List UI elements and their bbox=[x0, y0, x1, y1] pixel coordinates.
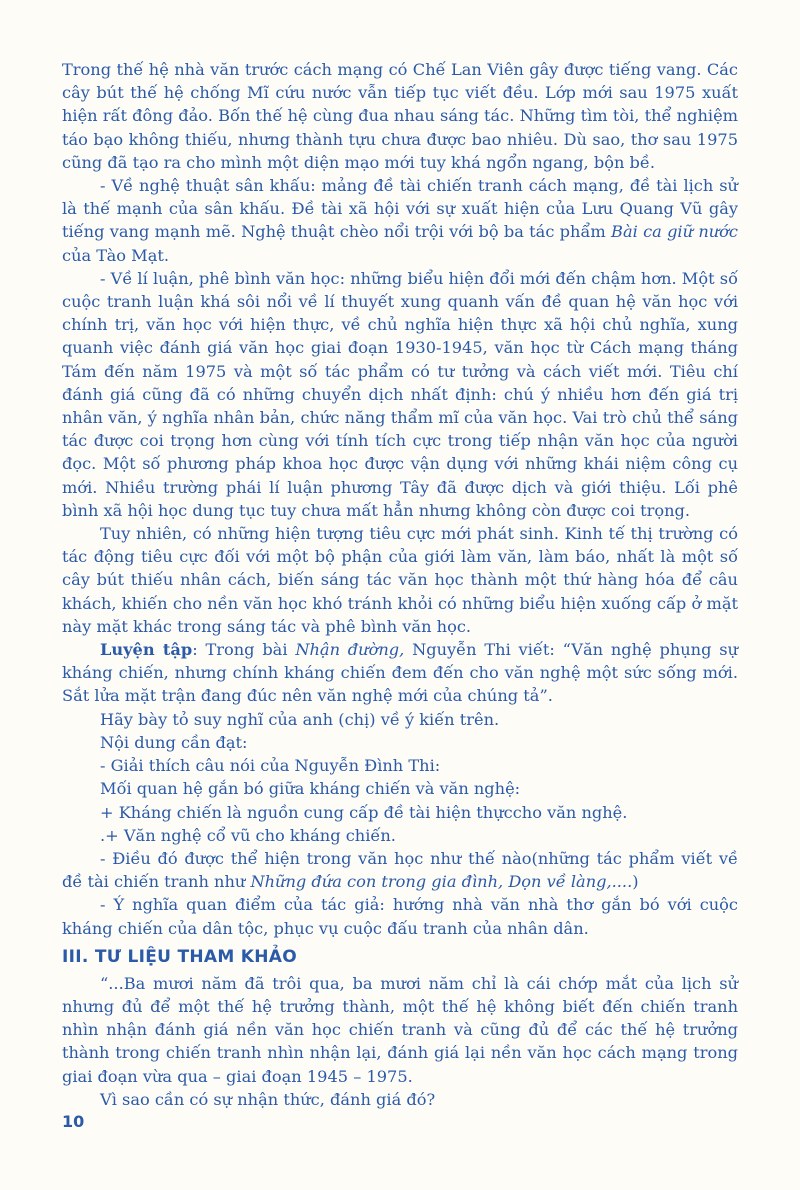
practice-line: Mối quan hệ gắn bó giữa kháng chiến và văn nghệ: bbox=[100, 779, 521, 799]
practice-line: Nội dung cần đạt: bbox=[100, 732, 248, 752]
practice-line: .+ Văn nghệ cổ vũ cho kháng chiến. bbox=[100, 825, 396, 845]
paragraph-poetry: Trong thế hệ nhà văn trước cách mạng có Chế Lan Viên gây được tiếng vang. Các cây bút thế hệ chống Mĩ cứu nước vẫn tiếp tục viết đều. Lớp mới sau 1975 xuất hiện rất đông đảo. Bốn thế hệ cùng đua nhau sáng tác. Những tìm tòi, thể nghiệm táo bạo không thiếu, nhưng thành tựu chưa được bao nhiêu. Dù sao, thơ sau 1975 cũng đã tạo ra cho mình một diện mạo mới tuy khá ngổn ngang, bộn bề. bbox=[62, 60, 738, 172]
paragraph-practice: Luyện tập: Trong bài Nhận đường, Nguyễn Thi viết: “Văn nghệ phụng sự kháng chiến, nhưng chính kháng chiến đem đến cho văn nghệ một sức sống mới. Sắt lửa mặt trận đang đúc nên văn nghệ mới của chúng tả”. bbox=[62, 640, 738, 706]
practice-label: Luyện tập bbox=[100, 640, 193, 660]
paragraph-negative: Tuy nhiên, có những hiện tượng tiêu cực mới phát sinh. Kinh tế thị trường có tác động tiêu cực đối với một bộ phận của giới làm văn, làm báo, nhất là một số cây bút thiếu nhân cách, biến sáng tác văn học thành một thứ hàng hóa để câu khách, khiến cho nền văn học khó tránh khỏi có những biểu hiện xuống cấp ở mặt này mặt khác trong sáng tác và phê bình văn học. bbox=[62, 524, 738, 636]
page-number: 10 bbox=[62, 1112, 85, 1131]
paragraph-criticism: - Về lí luận, phê bình văn học: những biểu hiện đổi mới đến chậm hơn. Một số cuộc tranh luận khá sôi nổi về lí thuyết xung quanh vấn đề quan hệ văn học với chính trị, văn học với hiện thực, về chủ nghĩa hiện thực xã hội chủ nghĩa, xung quanh việc đánh giá văn học giai đoạn 1930-1945, văn học từ Cách mạng tháng Tám đến năm 1975 và một số tác phẩm có tư tưởng và cách viết mới. Tiêu chí đánh giá cũng đã có những chuyển dịch nhất định: chú ý nhiều hơn đến giá trị nhân văn, ý nghĩa nhân bản, chức năng thẩm mĩ của văn học. Vai trò chủ thể sáng tác được coi trọng hơn cùng với tính tích cực trong tiếp nhận văn học của người đọc. Một số phương pháp khoa học được vận dụng với những khái niệm công cụ mới. Nhiều trường phái lí luận phương Tây đã được dịch và giới thiệu. Lối phê bình xã hội học dung tục tuy chưa mất hẳn nhưng không còn được coi trọng. bbox=[62, 268, 738, 520]
paragraph-theatre: - Về nghệ thuật sân khấu: mảng đề tài chiến tranh cách mạng, đề tài lịch sử là thế mạnh của sân khấu. Đề tài xã hội với sự xuất hiện của Lưu Quang Vũ gây tiếng vang mạnh mẽ. Nghệ thuật chèo nổi trội với bộ ba tác phẩm Bài ca giữ nước của Tào Mạt. bbox=[62, 176, 738, 265]
work-titles: Những đứa con trong gia đình, Dọn về làng,.... bbox=[250, 872, 633, 892]
practice-line: - Giải thích câu nói của Nguyễn Đình Thi: bbox=[100, 756, 441, 776]
practice-point: - Ý nghĩa quan điểm của tác giả: hướng nhà văn nhà thơ gắn bó với cuộc kháng chiến của dân tộc, phục vụ cuộc đấu tranh của nhân dân. bbox=[62, 895, 738, 938]
section-heading: III. TƯ LIỆU THAM KHẢO bbox=[62, 946, 297, 967]
work-title: Nhận đường, bbox=[295, 640, 405, 660]
practice-line: Hãy bày tỏ suy nghĩ của anh (chị) về ý kiến trên. bbox=[100, 709, 500, 729]
reference-question: Vì sao cần có sự nhận thức, đánh giá đó? bbox=[100, 1089, 436, 1109]
work-title: Bài ca giữ nước bbox=[611, 222, 738, 242]
page-body bbox=[62, 58, 738, 1111]
practice-line: + Kháng chiến là nguồn cung cấp đề tài hiện thựccho văn nghệ. bbox=[100, 802, 628, 822]
practice-point: - Điều đó được thể hiện trong văn học như thế nào(những tác phẩm viết về đề tài chiến tranh như Những đứa con trong gia đình, Dọn về làng,....) bbox=[62, 848, 738, 892]
reference-quote: “...Ba mươi năm đã trôi qua, ba mươi năm chỉ là cái chớp mắt của lịch sử nhưng đủ để một thế hệ trưởng thành, một thế hệ không biết đến chiến tranh nhìn nhận đánh giá nền văn học chiến tranh và cũng đủ để các thế hệ trưởng thành trong chiến tranh nhìn nhận lại, đánh giá lại nền văn học cách mạng trong giai đoạn vừa qua – giai đoạn 1945 – 1975. bbox=[62, 973, 738, 1086]
